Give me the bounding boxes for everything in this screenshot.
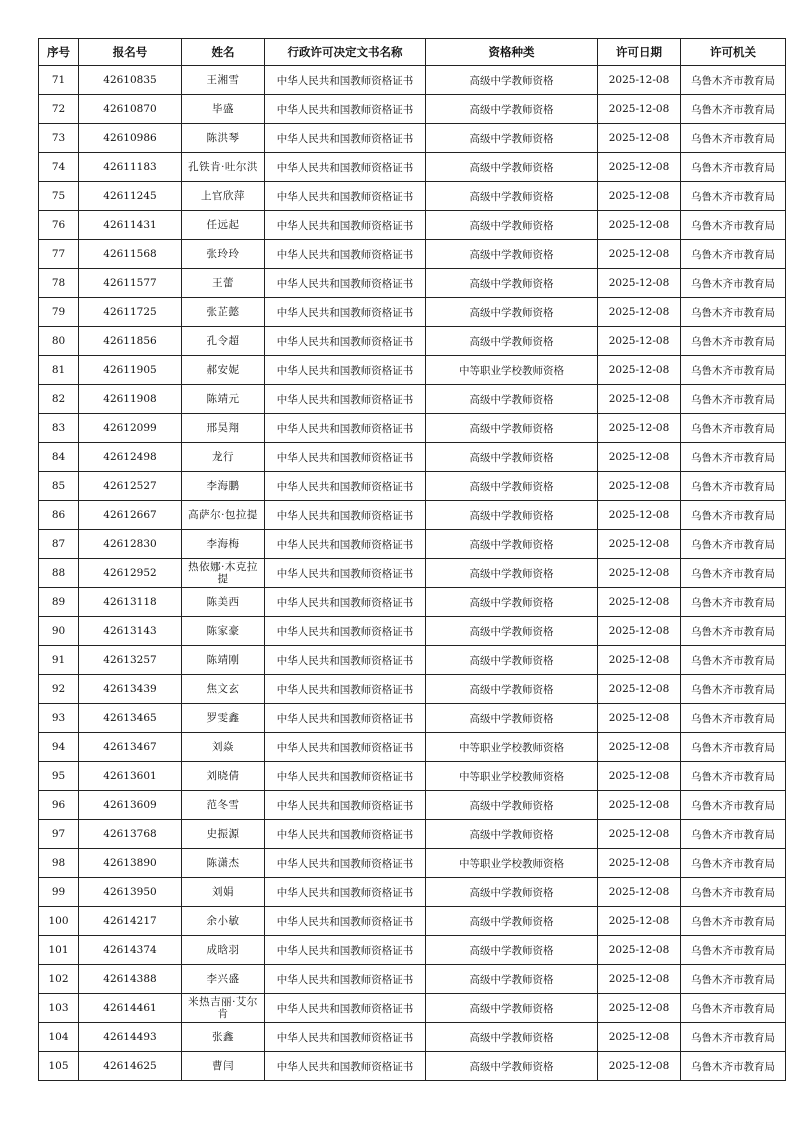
name-cell: 张芷懿 bbox=[182, 298, 265, 327]
registration-number-cell: 42612099 bbox=[79, 414, 182, 443]
permit-date-cell: 2025-12-08 bbox=[598, 878, 681, 907]
qualification-type-cell: 高级中学教师资格 bbox=[426, 617, 598, 646]
registration-number-cell: 42613465 bbox=[79, 704, 182, 733]
qualification-type-cell: 高级中学教师资格 bbox=[426, 791, 598, 820]
permit-date-cell: 2025-12-08 bbox=[598, 733, 681, 762]
table-row bbox=[39, 414, 786, 443]
qualification-type-cell: 高级中学教师资格 bbox=[426, 878, 598, 907]
document-title-cell: 中华人民共和国教师资格证书 bbox=[265, 1023, 426, 1052]
permit-authority-cell: 乌鲁木齐市教育局 bbox=[681, 675, 786, 704]
document-title-cell: 中华人民共和国教师资格证书 bbox=[265, 327, 426, 356]
serial-number-cell: 102 bbox=[39, 965, 79, 994]
table-row bbox=[39, 356, 786, 385]
name-cell: 郝安妮 bbox=[182, 356, 265, 385]
permit-authority-cell: 乌鲁木齐市教育局 bbox=[681, 211, 786, 240]
serial-number-cell: 73 bbox=[39, 124, 79, 153]
table-row bbox=[39, 269, 786, 298]
qualification-type-cell: 中等职业学校教师资格 bbox=[426, 356, 598, 385]
name-cell: 上官欣萍 bbox=[182, 182, 265, 211]
permit-authority-cell: 乌鲁木齐市教育局 bbox=[681, 733, 786, 762]
name-cell: 成晗羽 bbox=[182, 936, 265, 965]
serial-number-cell: 99 bbox=[39, 878, 79, 907]
qualification-type-cell: 高级中学教师资格 bbox=[426, 820, 598, 849]
permit-authority-cell: 乌鲁木齐市教育局 bbox=[681, 501, 786, 530]
table-row bbox=[39, 936, 786, 965]
serial-number-cell: 81 bbox=[39, 356, 79, 385]
header-row bbox=[39, 39, 786, 66]
permit-date-cell: 2025-12-08 bbox=[598, 617, 681, 646]
permit-authority-cell: 乌鲁木齐市教育局 bbox=[681, 240, 786, 269]
registration-number-cell: 42612952 bbox=[79, 559, 182, 588]
table-row bbox=[39, 588, 786, 617]
table-row bbox=[39, 791, 786, 820]
document-title-cell: 中华人民共和国教师资格证书 bbox=[265, 211, 426, 240]
permit-authority-cell: 乌鲁木齐市教育局 bbox=[681, 356, 786, 385]
permit-date-cell: 2025-12-08 bbox=[598, 965, 681, 994]
permit-authority-cell: 乌鲁木齐市教育局 bbox=[681, 994, 786, 1023]
document-title-cell: 中华人民共和国教师资格证书 bbox=[265, 298, 426, 327]
table-row bbox=[39, 907, 786, 936]
name-cell: 陈家豪 bbox=[182, 617, 265, 646]
name-cell: 孔铁肯·吐尔洪 bbox=[182, 153, 265, 182]
table-row bbox=[39, 530, 786, 559]
qualification-type-cell: 高级中学教师资格 bbox=[426, 414, 598, 443]
document-title-cell: 中华人民共和国教师资格证书 bbox=[265, 820, 426, 849]
permit-date-cell: 2025-12-08 bbox=[598, 356, 681, 385]
permit-authority-cell: 乌鲁木齐市教育局 bbox=[681, 762, 786, 791]
permit-date-cell: 2025-12-08 bbox=[598, 762, 681, 791]
permit-authority-cell: 乌鲁木齐市教育局 bbox=[681, 530, 786, 559]
qualification-type-cell: 高级中学教师资格 bbox=[426, 965, 598, 994]
serial-number-cell: 88 bbox=[39, 559, 79, 588]
document-title-cell: 中华人民共和国教师资格证书 bbox=[265, 588, 426, 617]
serial-number-cell: 78 bbox=[39, 269, 79, 298]
permit-date-cell: 2025-12-08 bbox=[598, 182, 681, 211]
qualification-type-cell: 高级中学教师资格 bbox=[426, 1052, 598, 1081]
permit-date-cell: 2025-12-08 bbox=[598, 646, 681, 675]
registration-number-cell: 42613257 bbox=[79, 646, 182, 675]
permit-date-cell: 2025-12-08 bbox=[598, 124, 681, 153]
document-title-cell: 中华人民共和国教师资格证书 bbox=[265, 95, 426, 124]
table-row bbox=[39, 182, 786, 211]
document-title-cell: 中华人民共和国教师资格证书 bbox=[265, 414, 426, 443]
permit-date-cell: 2025-12-08 bbox=[598, 1023, 681, 1052]
document-title-cell: 中华人民共和国教师资格证书 bbox=[265, 994, 426, 1023]
table-row bbox=[39, 675, 786, 704]
document-title-cell: 中华人民共和国教师资格证书 bbox=[265, 182, 426, 211]
qualification-type-cell: 高级中学教师资格 bbox=[426, 153, 598, 182]
qualification-type-cell: 高级中学教师资格 bbox=[426, 646, 598, 675]
permit-authority-cell: 乌鲁木齐市教育局 bbox=[681, 559, 786, 588]
registration-number-cell: 42614461 bbox=[79, 994, 182, 1023]
document-title-cell: 中华人民共和国教师资格证书 bbox=[265, 530, 426, 559]
permit-date-cell: 2025-12-08 bbox=[598, 269, 681, 298]
serial-number-cell: 72 bbox=[39, 95, 79, 124]
qualification-type-cell: 高级中学教师资格 bbox=[426, 472, 598, 501]
registration-number-cell: 42613439 bbox=[79, 675, 182, 704]
serial-number-cell: 87 bbox=[39, 530, 79, 559]
name-cell: 陈潇杰 bbox=[182, 849, 265, 878]
serial-number-cell: 98 bbox=[39, 849, 79, 878]
registration-number-cell: 42613118 bbox=[79, 588, 182, 617]
registration-number-cell: 42613601 bbox=[79, 762, 182, 791]
permit-authority-cell: 乌鲁木齐市教育局 bbox=[681, 646, 786, 675]
name-cell: 陈靖元 bbox=[182, 385, 265, 414]
table-row bbox=[39, 298, 786, 327]
document-title-cell: 中华人民共和国教师资格证书 bbox=[265, 124, 426, 153]
document-title-cell: 中华人民共和国教师资格证书 bbox=[265, 617, 426, 646]
name-cell: 李海梅 bbox=[182, 530, 265, 559]
registration-number-cell: 42613950 bbox=[79, 878, 182, 907]
permit-date-cell: 2025-12-08 bbox=[598, 936, 681, 965]
registration-number-cell: 42611577 bbox=[79, 269, 182, 298]
document-title-cell: 中华人民共和国教师资格证书 bbox=[265, 878, 426, 907]
qualification-type-cell: 高级中学教师资格 bbox=[426, 211, 598, 240]
serial-number-cell: 71 bbox=[39, 66, 79, 95]
header-qualification-type: 资格种类 bbox=[426, 39, 598, 66]
document-title-cell: 中华人民共和国教师资格证书 bbox=[265, 472, 426, 501]
serial-number-cell: 76 bbox=[39, 211, 79, 240]
serial-number-cell: 82 bbox=[39, 385, 79, 414]
table-row bbox=[39, 443, 786, 472]
permit-authority-cell: 乌鲁木齐市教育局 bbox=[681, 472, 786, 501]
serial-number-cell: 103 bbox=[39, 994, 79, 1023]
name-cell: 罗雯鑫 bbox=[182, 704, 265, 733]
serial-number-cell: 83 bbox=[39, 414, 79, 443]
permit-authority-cell: 乌鲁木齐市教育局 bbox=[681, 182, 786, 211]
registration-number-cell: 42614493 bbox=[79, 1023, 182, 1052]
registration-number-cell: 42611905 bbox=[79, 356, 182, 385]
qualification-type-cell: 高级中学教师资格 bbox=[426, 704, 598, 733]
document-title-cell: 中华人民共和国教师资格证书 bbox=[265, 501, 426, 530]
qualification-type-cell: 高级中学教师资格 bbox=[426, 501, 598, 530]
registration-number-cell: 42612830 bbox=[79, 530, 182, 559]
document-title-cell: 中华人民共和国教师资格证书 bbox=[265, 965, 426, 994]
document-title-cell: 中华人民共和国教师资格证书 bbox=[265, 240, 426, 269]
permit-date-cell: 2025-12-08 bbox=[598, 559, 681, 588]
serial-number-cell: 92 bbox=[39, 675, 79, 704]
registration-number-cell: 42611183 bbox=[79, 153, 182, 182]
table-row bbox=[39, 124, 786, 153]
name-cell: 陈美西 bbox=[182, 588, 265, 617]
permit-authority-cell: 乌鲁木齐市教育局 bbox=[681, 878, 786, 907]
table-row bbox=[39, 385, 786, 414]
name-cell: 刘晓倩 bbox=[182, 762, 265, 791]
registration-number-cell: 42610835 bbox=[79, 66, 182, 95]
permit-date-cell: 2025-12-08 bbox=[598, 211, 681, 240]
document-title-cell: 中华人民共和国教师资格证书 bbox=[265, 559, 426, 588]
table-row bbox=[39, 240, 786, 269]
serial-number-cell: 91 bbox=[39, 646, 79, 675]
name-cell: 陈洪琴 bbox=[182, 124, 265, 153]
permit-authority-cell: 乌鲁木齐市教育局 bbox=[681, 849, 786, 878]
name-cell: 刘焱 bbox=[182, 733, 265, 762]
document-title-cell: 中华人民共和国教师资格证书 bbox=[265, 1052, 426, 1081]
permit-date-cell: 2025-12-08 bbox=[598, 240, 681, 269]
serial-number-cell: 86 bbox=[39, 501, 79, 530]
document-title-cell: 中华人民共和国教师资格证书 bbox=[265, 704, 426, 733]
table-row bbox=[39, 733, 786, 762]
document-title-cell: 中华人民共和国教师资格证书 bbox=[265, 675, 426, 704]
name-cell: 陈靖刚 bbox=[182, 646, 265, 675]
permit-date-cell: 2025-12-08 bbox=[598, 472, 681, 501]
qualification-type-cell: 高级中学教师资格 bbox=[426, 182, 598, 211]
table-row bbox=[39, 878, 786, 907]
qualification-type-cell: 高级中学教师资格 bbox=[426, 95, 598, 124]
table-row bbox=[39, 95, 786, 124]
name-cell: 史振源 bbox=[182, 820, 265, 849]
document-title-cell: 中华人民共和国教师资格证书 bbox=[265, 907, 426, 936]
permit-authority-cell: 乌鲁木齐市教育局 bbox=[681, 907, 786, 936]
serial-number-cell: 90 bbox=[39, 617, 79, 646]
registration-number-cell: 42613890 bbox=[79, 849, 182, 878]
table-row bbox=[39, 501, 786, 530]
permit-date-cell: 2025-12-08 bbox=[598, 327, 681, 356]
document-title-cell: 中华人民共和国教师资格证书 bbox=[265, 936, 426, 965]
permit-authority-cell: 乌鲁木齐市教育局 bbox=[681, 153, 786, 182]
qualification-type-cell: 高级中学教师资格 bbox=[426, 907, 598, 936]
registration-number-cell: 42612527 bbox=[79, 472, 182, 501]
registration-number-cell: 42611856 bbox=[79, 327, 182, 356]
name-cell: 米热吉丽·艾尔肯 bbox=[182, 994, 265, 1023]
name-cell: 张鑫 bbox=[182, 1023, 265, 1052]
permit-authority-cell: 乌鲁木齐市教育局 bbox=[681, 269, 786, 298]
serial-number-cell: 97 bbox=[39, 820, 79, 849]
name-cell: 焦文玄 bbox=[182, 675, 265, 704]
serial-number-cell: 104 bbox=[39, 1023, 79, 1052]
registration-number-cell: 42611908 bbox=[79, 385, 182, 414]
permit-authority-cell: 乌鲁木齐市教育局 bbox=[681, 95, 786, 124]
permit-authority-cell: 乌鲁木齐市教育局 bbox=[681, 443, 786, 472]
document-title-cell: 中华人民共和国教师资格证书 bbox=[265, 762, 426, 791]
permit-date-cell: 2025-12-08 bbox=[598, 849, 681, 878]
registration-number-cell: 42613143 bbox=[79, 617, 182, 646]
header-permit-date: 许可日期 bbox=[598, 39, 681, 66]
registration-number-cell: 42614374 bbox=[79, 936, 182, 965]
name-cell: 余小敏 bbox=[182, 907, 265, 936]
qualification-type-cell: 高级中学教师资格 bbox=[426, 124, 598, 153]
permit-authority-cell: 乌鲁木齐市教育局 bbox=[681, 936, 786, 965]
permit-authority-cell: 乌鲁木齐市教育局 bbox=[681, 704, 786, 733]
permit-date-cell: 2025-12-08 bbox=[598, 1052, 681, 1081]
document-title-cell: 中华人民共和国教师资格证书 bbox=[265, 849, 426, 878]
name-cell: 高萨尔·包拉提 bbox=[182, 501, 265, 530]
permit-authority-cell: 乌鲁木齐市教育局 bbox=[681, 414, 786, 443]
permit-date-cell: 2025-12-08 bbox=[598, 704, 681, 733]
header-document-title: 行政许可决定文书名称 bbox=[265, 39, 426, 66]
document-title-cell: 中华人民共和国教师资格证书 bbox=[265, 385, 426, 414]
permit-authority-cell: 乌鲁木齐市教育局 bbox=[681, 820, 786, 849]
registration-number-cell: 42612498 bbox=[79, 443, 182, 472]
qualification-type-cell: 中等职业学校教师资格 bbox=[426, 849, 598, 878]
qualification-type-cell: 高级中学教师资格 bbox=[426, 530, 598, 559]
serial-number-cell: 96 bbox=[39, 791, 79, 820]
permit-authority-cell: 乌鲁木齐市教育局 bbox=[681, 385, 786, 414]
table-row bbox=[39, 472, 786, 501]
serial-number-cell: 105 bbox=[39, 1052, 79, 1081]
permit-date-cell: 2025-12-08 bbox=[598, 588, 681, 617]
permit-authority-cell: 乌鲁木齐市教育局 bbox=[681, 617, 786, 646]
permit-date-cell: 2025-12-08 bbox=[598, 298, 681, 327]
qualification-type-cell: 中等职业学校教师资格 bbox=[426, 733, 598, 762]
serial-number-cell: 84 bbox=[39, 443, 79, 472]
permit-authority-cell: 乌鲁木齐市教育局 bbox=[681, 791, 786, 820]
table-row bbox=[39, 66, 786, 95]
table-row bbox=[39, 965, 786, 994]
registration-number-cell: 42610986 bbox=[79, 124, 182, 153]
header-serial-number: 序号 bbox=[39, 39, 79, 66]
permit-authority-cell: 乌鲁木齐市教育局 bbox=[681, 588, 786, 617]
document-title-cell: 中华人民共和国教师资格证书 bbox=[265, 269, 426, 298]
table-row bbox=[39, 849, 786, 878]
serial-number-cell: 101 bbox=[39, 936, 79, 965]
registration-number-cell: 42612667 bbox=[79, 501, 182, 530]
registration-number-cell: 42611431 bbox=[79, 211, 182, 240]
serial-number-cell: 74 bbox=[39, 153, 79, 182]
permit-authority-cell: 乌鲁木齐市教育局 bbox=[681, 1023, 786, 1052]
qualification-type-cell: 高级中学教师资格 bbox=[426, 66, 598, 95]
name-cell: 李兴盛 bbox=[182, 965, 265, 994]
qualification-type-cell: 高级中学教师资格 bbox=[426, 327, 598, 356]
table-row bbox=[39, 617, 786, 646]
permit-date-cell: 2025-12-08 bbox=[598, 414, 681, 443]
qualification-type-cell: 高级中学教师资格 bbox=[426, 240, 598, 269]
serial-number-cell: 93 bbox=[39, 704, 79, 733]
header-permit-authority: 许可机关 bbox=[681, 39, 786, 66]
name-cell: 任远起 bbox=[182, 211, 265, 240]
qualification-type-cell: 中等职业学校教师资格 bbox=[426, 762, 598, 791]
table-row bbox=[39, 327, 786, 356]
registration-number-cell: 42614217 bbox=[79, 907, 182, 936]
header-name: 姓名 bbox=[182, 39, 265, 66]
permit-date-cell: 2025-12-08 bbox=[598, 994, 681, 1023]
serial-number-cell: 80 bbox=[39, 327, 79, 356]
registration-number-cell: 42611725 bbox=[79, 298, 182, 327]
name-cell: 曹闫 bbox=[182, 1052, 265, 1081]
name-cell: 刘娟 bbox=[182, 878, 265, 907]
registration-number-cell: 42613467 bbox=[79, 733, 182, 762]
permit-date-cell: 2025-12-08 bbox=[598, 95, 681, 124]
registration-number-cell: 42614388 bbox=[79, 965, 182, 994]
qualification-type-cell: 高级中学教师资格 bbox=[426, 588, 598, 617]
qualification-type-cell: 高级中学教师资格 bbox=[426, 936, 598, 965]
serial-number-cell: 75 bbox=[39, 182, 79, 211]
name-cell: 孔令超 bbox=[182, 327, 265, 356]
serial-number-cell: 79 bbox=[39, 298, 79, 327]
serial-number-cell: 77 bbox=[39, 240, 79, 269]
name-cell: 王湘雪 bbox=[182, 66, 265, 95]
registration-number-cell: 42610870 bbox=[79, 95, 182, 124]
table-row bbox=[39, 762, 786, 791]
qualification-type-cell: 高级中学教师资格 bbox=[426, 385, 598, 414]
serial-number-cell: 85 bbox=[39, 472, 79, 501]
table-row bbox=[39, 1052, 786, 1081]
document-title-cell: 中华人民共和国教师资格证书 bbox=[265, 443, 426, 472]
qualification-type-cell: 高级中学教师资格 bbox=[426, 443, 598, 472]
document-title-cell: 中华人民共和国教师资格证书 bbox=[265, 646, 426, 675]
permit-authority-cell: 乌鲁木齐市教育局 bbox=[681, 66, 786, 95]
qualification-type-cell: 高级中学教师资格 bbox=[426, 269, 598, 298]
table-row bbox=[39, 559, 786, 588]
table-row bbox=[39, 211, 786, 240]
permit-date-cell: 2025-12-08 bbox=[598, 66, 681, 95]
serial-number-cell: 89 bbox=[39, 588, 79, 617]
table-row bbox=[39, 704, 786, 733]
document-title-cell: 中华人民共和国教师资格证书 bbox=[265, 791, 426, 820]
permit-date-cell: 2025-12-08 bbox=[598, 530, 681, 559]
table-row bbox=[39, 820, 786, 849]
permit-date-cell: 2025-12-08 bbox=[598, 791, 681, 820]
name-cell: 张玲玲 bbox=[182, 240, 265, 269]
permit-date-cell: 2025-12-08 bbox=[598, 907, 681, 936]
registration-number-cell: 42611568 bbox=[79, 240, 182, 269]
document-title-cell: 中华人民共和国教师资格证书 bbox=[265, 733, 426, 762]
permit-date-cell: 2025-12-08 bbox=[598, 675, 681, 704]
table-row bbox=[39, 1023, 786, 1052]
permit-date-cell: 2025-12-08 bbox=[598, 501, 681, 530]
registration-number-cell: 42611245 bbox=[79, 182, 182, 211]
permit-date-cell: 2025-12-08 bbox=[598, 820, 681, 849]
permit-authority-cell: 乌鲁木齐市教育局 bbox=[681, 1052, 786, 1081]
registration-number-cell: 42613609 bbox=[79, 791, 182, 820]
serial-number-cell: 94 bbox=[39, 733, 79, 762]
permit-date-cell: 2025-12-08 bbox=[598, 153, 681, 182]
name-cell: 王蕾 bbox=[182, 269, 265, 298]
qualification-type-cell: 高级中学教师资格 bbox=[426, 298, 598, 327]
name-cell: 邢昊翔 bbox=[182, 414, 265, 443]
permit-authority-cell: 乌鲁木齐市教育局 bbox=[681, 327, 786, 356]
registration-number-cell: 42613768 bbox=[79, 820, 182, 849]
table-row bbox=[39, 153, 786, 182]
name-cell: 李海鹏 bbox=[182, 472, 265, 501]
serial-number-cell: 100 bbox=[39, 907, 79, 936]
qualification-type-cell: 高级中学教师资格 bbox=[426, 1023, 598, 1052]
document-title-cell: 中华人民共和国教师资格证书 bbox=[265, 153, 426, 182]
name-cell: 热依娜·木克拉提 bbox=[182, 559, 265, 588]
permit-authority-cell: 乌鲁木齐市教育局 bbox=[681, 124, 786, 153]
table-row bbox=[39, 994, 786, 1023]
serial-number-cell: 95 bbox=[39, 762, 79, 791]
qualification-type-cell: 高级中学教师资格 bbox=[426, 559, 598, 588]
name-cell: 龙行 bbox=[182, 443, 265, 472]
document-title-cell: 中华人民共和国教师资格证书 bbox=[265, 66, 426, 95]
document-title-cell: 中华人民共和国教师资格证书 bbox=[265, 356, 426, 385]
permit-authority-cell: 乌鲁木齐市教育局 bbox=[681, 298, 786, 327]
registration-number-cell: 42614625 bbox=[79, 1052, 182, 1081]
permit-date-cell: 2025-12-08 bbox=[598, 443, 681, 472]
permit-date-cell: 2025-12-08 bbox=[598, 385, 681, 414]
permit-authority-cell: 乌鲁木齐市教育局 bbox=[681, 965, 786, 994]
header-registration-number: 报名号 bbox=[79, 39, 182, 66]
table-body bbox=[39, 66, 786, 1081]
name-cell: 毕盛 bbox=[182, 95, 265, 124]
qualification-type-cell: 高级中学教师资格 bbox=[426, 994, 598, 1023]
teacher-qualification-table bbox=[38, 38, 786, 1081]
table-row bbox=[39, 646, 786, 675]
qualification-type-cell: 高级中学教师资格 bbox=[426, 675, 598, 704]
name-cell: 范冬雪 bbox=[182, 791, 265, 820]
